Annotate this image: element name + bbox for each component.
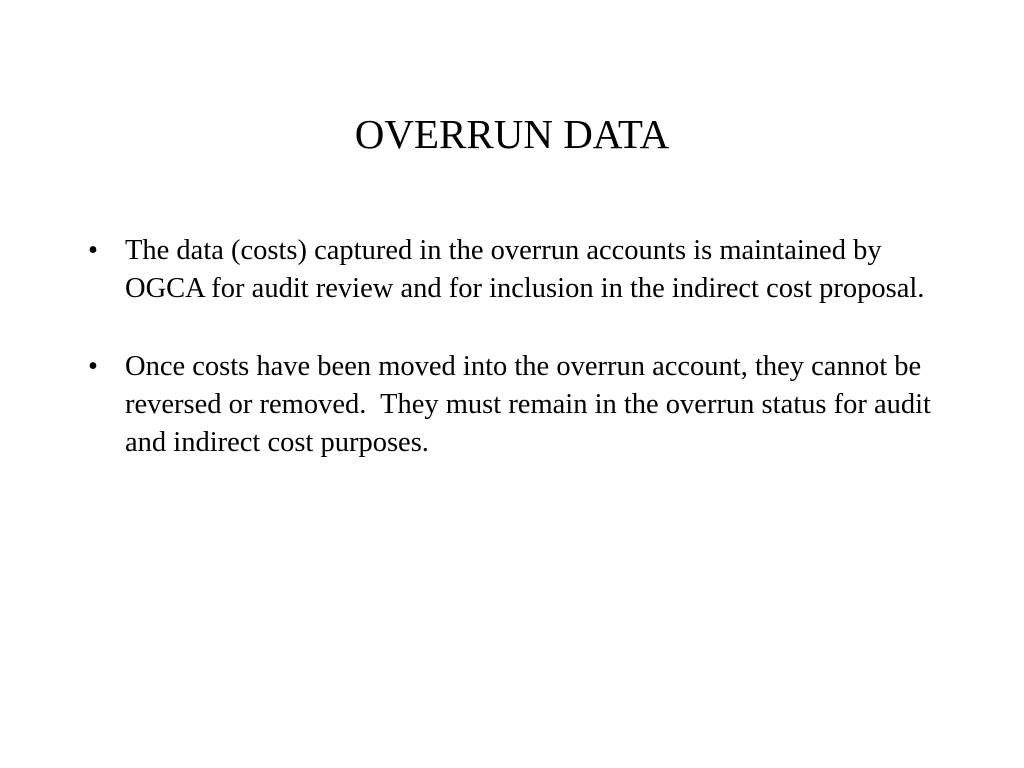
slide-title: OVERRUN DATA (354, 111, 670, 157)
bullet-icon: • (88, 351, 98, 382)
bullet-text-2: Once costs have been moved into the overrun account, they cannot be reversed or removed. They must remain in the overrun status for audit and indirect cost purposes. (125, 351, 939, 458)
bullet-item-2 (88, 348, 948, 462)
bullet-icon: • (88, 235, 98, 266)
bullet-text-1: The data (costs) captured in the overrun accounts is maintained by OGCA for audit review and for inclusion in the indirect cost proposal. (125, 235, 925, 304)
bullet-list (88, 232, 948, 502)
bullet-item-1 (88, 232, 948, 308)
